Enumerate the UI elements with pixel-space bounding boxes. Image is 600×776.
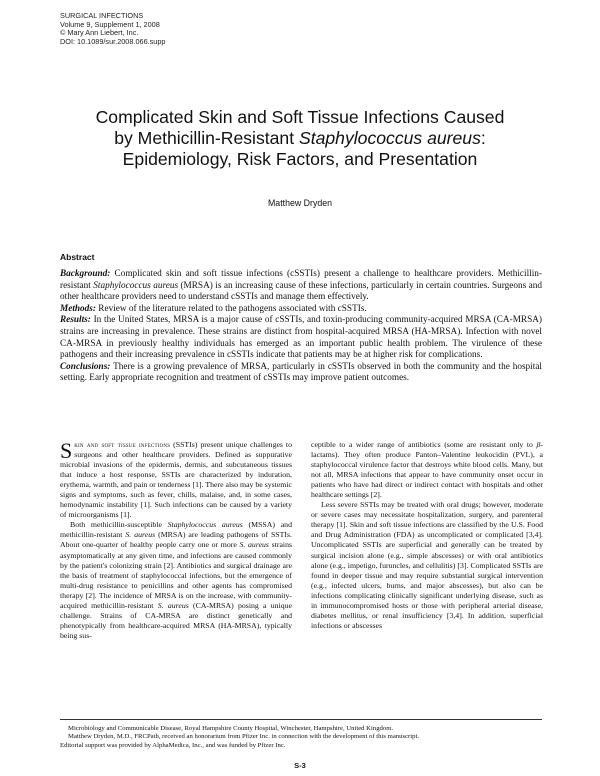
body-paragraph-2 [60,520,292,641]
background-text-1: Complicated skin and soft tissue infections (cSSTIs) present a challenge to healthcare providers. Methicillin-resistant [60,269,542,291]
opening-small-caps: kin and soft tissue infections [74,440,171,449]
body-paragraph-1 [60,440,292,520]
journal-doi: DOI: 10.1089/sur.2008.066.supp [60,36,166,46]
results-label: Results: [60,315,91,326]
results-text: In the United States, MRSA is a major cause of cSSTIs, and toxin-producing community-acquired MRSA (CA-MRSA) strains are increasing in prevalence. These strains are distinct from hospital-acquired MRSA (HA-MRSA). Infection with novel CA-MRSA in previously healthy individuals has emerged as an important public health problem. The virulence of these pathogens and their increasing prevalence in cSSTIs indicate that patients may be at higher risk for complications. [60,315,542,361]
title-colon: : [480,128,486,148]
footnote-disclosure: Matthew Dryden, M.D., FRCPath, received an honorarium from Pfizer Inc. in connection with the development of this manuscript. [68,733,420,741]
conclusions-text: There is a growing prevalence of MRSA, particularly in cSSTIs observed in both the community and the hospital setting. Early appropriate recognition and treatment of cSSTIs may improve patient outcomes. [60,361,542,384]
abstract-methods [60,304,542,316]
body-paragraph-4: Less severe SSTIs may be treated with oral drugs; however, moderate or severe cases may necessitate hospitalization, surgery, and parenteral therapy [1]. Skin and soft tissue infections are classified by the U.S. Food and Drug Administration (FDA) as uncomplicated or complicated [3,4]. Uncomplicated SSTIs are superficial and generally can be treated by surgical incision alone (e.g., simple abscesses) or with oral antibiotics alone (e.g., impetigo, furuncles, and cellulitis) [3]. Complicated SSTIs are found in deeper tissue and may require substantial surgical intervention (e.g., infected ulcers, burns, and major abscesses), but also can be infections complicating clinically significant underlying disease, such as in immunocompromised hosts or those with peripheral arterial disease, diabetes mellitus, or renal insufficiency [3,4]. In addition, superficial infections or abscesses [311,500,543,630]
title-line-2 [40,128,560,149]
beta-symbol: β [536,440,541,449]
title-line-2-text: by Methicillin-Resistant [114,128,299,148]
drop-cap: S [60,438,73,463]
r1-part-a: ceptible to a wider range of antibiotics (some are resistant only to [311,440,537,449]
title-line-3: Epidemiology, Risk Factors, and Presentation [122,149,478,169]
p2-part-a: Both methicillin-susceptible [70,520,168,530]
body-column-right [311,440,543,631]
footnotes [60,725,542,750]
abstract-conclusions [60,362,542,385]
body-column-left [60,440,292,641]
journal-copyright: © Mary Ann Liebert, Inc. [60,28,139,38]
p2-species-2: S. aureus [125,530,156,540]
p2-part-e: (MRSA) are leading pathogens of SSTIs. About one-quarter of healthy people carry one or more [60,530,292,550]
footnote-support: Editorial support was provided by AlphaMedica, Inc., and was funded by Pfizer Inc. [60,741,286,749]
journal-name: SURGICAL INFECTIONS [60,11,144,20]
title-line-1: Complicated Skin and Soft Tissue Infections Caused [95,107,505,127]
methods-text: Review of the literature related to the pathogens associated with cSSTIs. [95,303,367,314]
p2-part-g: strains asymptomatically at any given time, and infections are caused commonly by the patient's colonizing strain [2]. Antibiotics and surgical drainage are the basis of treatment of staphylococcal infections, but the emergence of multi-drug resistance to penicillins and other agents has compromised therapy [2]. The incidence of MRSA is on the increase, with community-acquired methicillin-resistant [60,540,292,610]
p2-species-3: S. aureus [239,540,269,550]
p2-species-1: Staphylococcus aureus [167,520,243,530]
p2-part-c: (MSSA) and methicillin-resistant [60,520,292,540]
p2-part-i: (CA-MRSA) posing a unique challenge. Strains of CA-MRSA are distinct genetically and phenotypically from healthcare-acquired MRSA (HA-MRSA), typically being sus- [60,600,292,640]
author-name: Matthew Dryden [267,198,333,208]
article-title [40,107,560,170]
abstract-body [60,269,542,385]
journal-header [60,12,165,46]
r1-part-b: -lactams). They often produce Panton–Valentine leukocidin (PVL), a staphylococcal virulence factor that destroys white blood cells. Many, but not all, MRSA infections that appear to have community onset occur in patients who have had direct or indirect contact with hospitals and other healthcare settings [2]. [311,440,543,500]
footnote-affiliation: Microbiology and Communicable Disease, Royal Hampshire County Hospital, Winchester, Hampshire, United Kingdom. [68,725,394,732]
abstract-background [60,269,542,304]
conclusions-label: Conclusions: [60,361,111,372]
methods-label: Methods: [60,303,96,314]
page-number: S-3 [294,761,306,770]
background-text-2: (MRSA) is an increasing cause of these infections, particularly in certain countries. Surgeons and other healthcare providers need to understand cSSTIs and manage them effectively. [60,280,543,303]
background-species: Staphylococcus aureus [93,280,179,291]
footnote-divider [60,719,542,720]
background-label: Background: [60,269,111,279]
title-species: Staphylococcus aureus [298,128,481,148]
abstract-results [60,315,542,361]
body-paragraph-3 [311,440,543,500]
p2-species-4: S. aureus [157,600,189,610]
paragraph-1-text: (SSTIs) present unique challenges to surgeons and other healthcare providers. Defined as suppurative microbial invasions of the epidermis, dermis, and subcutaneous tissues that induce a host response, SSTIs are characterized by induration, erythema, warmth, and pain or tenderness [1]. There also may be systemic signs and symptoms, such as fever, chills, malaise, and, in some cases, hemodynamic instability [1]. Such infections can be caused by a variety of microorganisms [1]. [60,440,292,520]
abstract-heading: Abstract [60,252,95,262]
journal-volume: Volume 9, Supplement 1, 2008 [60,19,160,29]
